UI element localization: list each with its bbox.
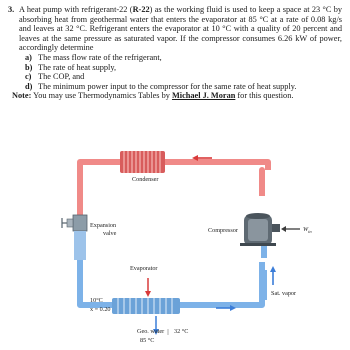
note: Note: You may use Thermodynamics Tables by Michael J. Moran for this question. [12, 91, 294, 101]
part-d: d) The minimum power input to the compressor for the same rate of heat supply. [25, 81, 297, 91]
problem-number: 3. [8, 5, 15, 14]
compressor-label: Compressor [208, 227, 238, 234]
part-c: c) The COP, and [25, 72, 85, 82]
geo-water-label: Geo. water [137, 328, 165, 335]
note-author: Michael J. Moran [171, 91, 236, 101]
sat-vapor-label: Sat. vapor [271, 290, 297, 297]
work-input-arrow [281, 226, 300, 232]
expansion-valve [62, 215, 87, 260]
evaporator-label: Evaporator [130, 265, 158, 272]
evaporator-coil [112, 298, 180, 314]
condenser-label: Condenser [132, 176, 159, 183]
compressor [240, 213, 280, 246]
geo-water-in-arrow [145, 278, 151, 297]
hot-side-pipes [80, 162, 268, 215]
expansion-label: Expansion [90, 222, 117, 229]
condenser-coil [120, 151, 165, 173]
problem-text: A heat pump with refrigerant-22 (R-22) as the working fluid is used to keep a space at 23 °C by absorbing heat from geothermal water that enters the evaporator at 85 °C at a rate of 0.08 kg/s and leaves at 32 °C. Refrigerant enters the evaporator at 10 °C with a quality of 20 percent and leaves at the same pressure as saturated vapor. If the compressor consumes 6.26 kW of power, accordingly determine [19, 5, 342, 53]
work-input-label: $W_{in}$ [303, 226, 312, 235]
part-a: a) The mass flow rate of the refrigerant, [25, 52, 162, 62]
inlet-temp-label: 10°C [90, 297, 103, 304]
inlet-quality-label: x = 0.20 [90, 306, 111, 313]
valve-label: valve [103, 230, 117, 237]
part-b: b) The rate of heat supply, [25, 62, 117, 72]
geo-out-temp-label: 32 °C [174, 328, 189, 335]
flow-arrow-right [270, 266, 276, 285]
geo-in-temp-label: 85 °C [140, 337, 155, 344]
